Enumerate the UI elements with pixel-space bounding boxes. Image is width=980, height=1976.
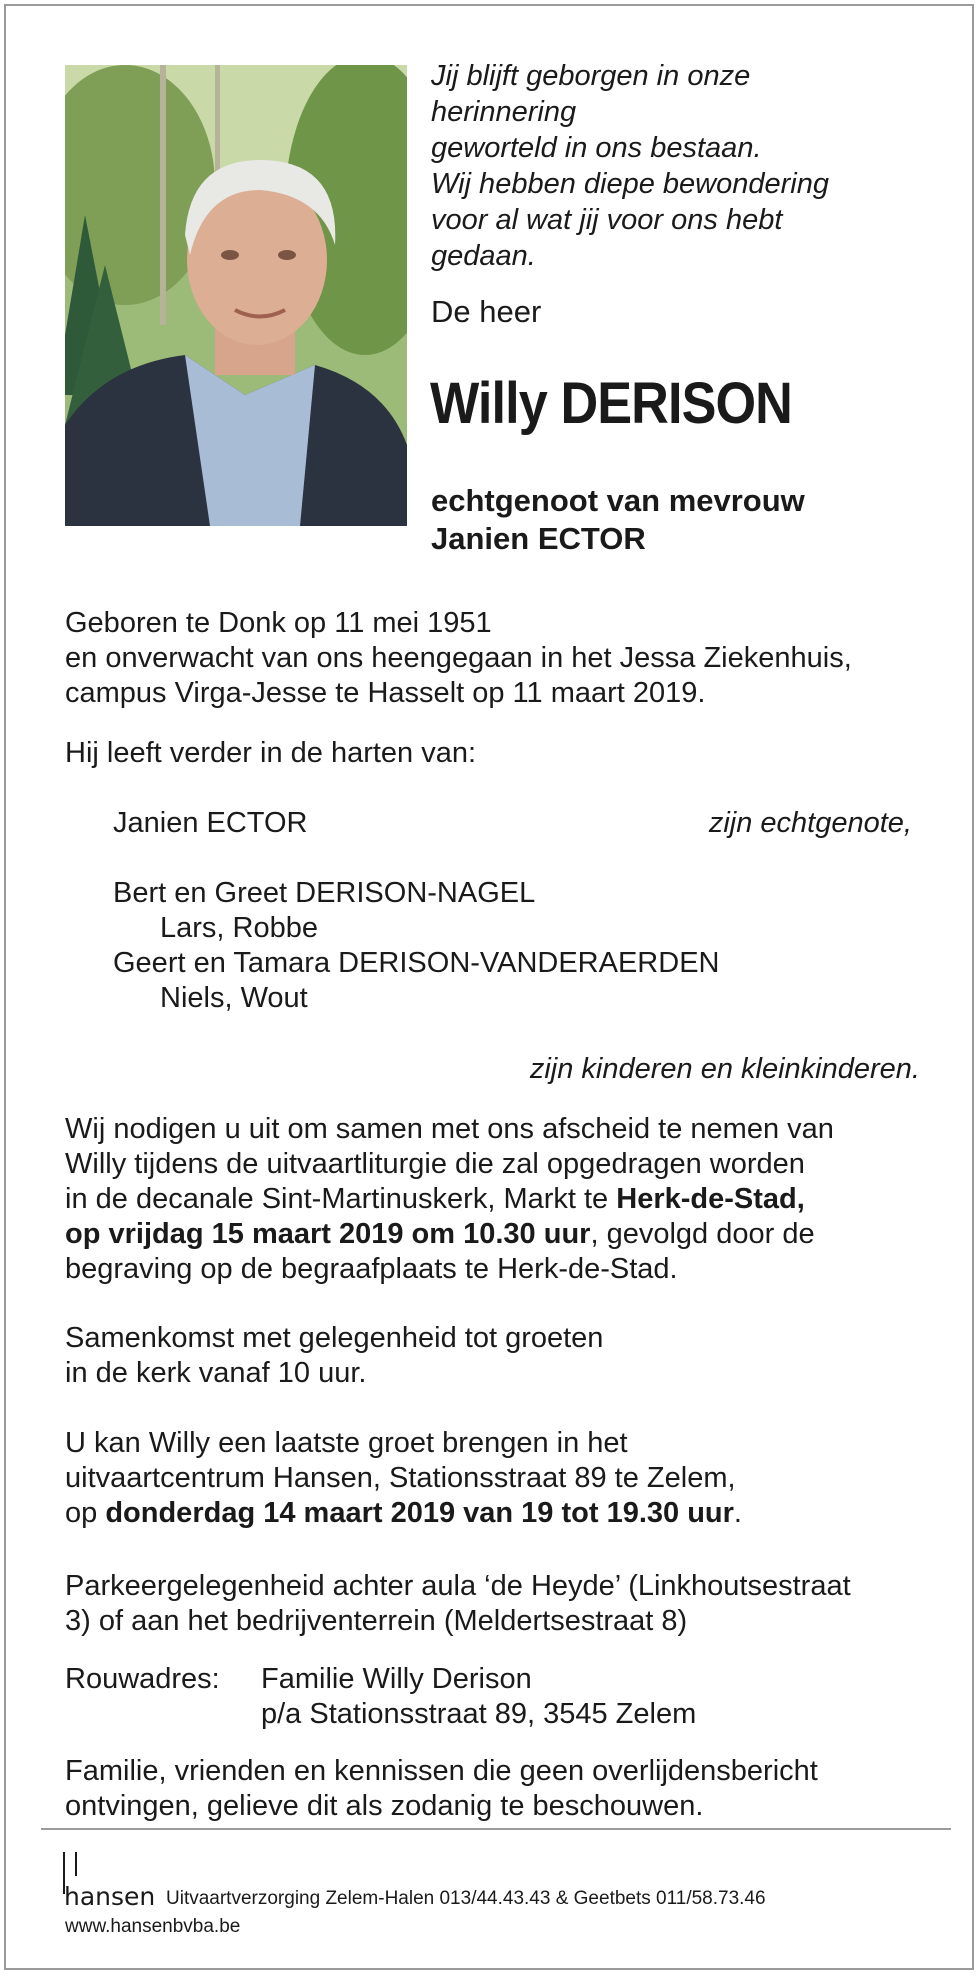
parking-line: Parkeergelegenheid achter aula ‘de Heyde’ (Linkhoutsestraat [65,1570,851,1602]
poem-line: geworteld in ons bestaan. [431,132,762,164]
ceremony-text: , gevolgd door de [590,1218,815,1250]
portrait-photo [65,65,407,526]
poem-line: Wij hebben diepe bewondering [431,168,829,200]
family-spouse-name: Janien ECTOR [113,807,308,839]
poem-line: herinnering [431,96,577,128]
birth-line: campus Virga-Jesse te Hasselt op 11 maart 2019. [65,677,706,709]
deceased-name: Willy DERISON [430,371,792,436]
ceremony-datetime: op vrijdag 15 maart 2019 om 10.30 uur [65,1218,591,1250]
visit-line: uitvaartcentrum Hansen, Stationsstraat 89 te Zelem, [65,1462,736,1494]
poem-line: voor al wat jij voor ons hebt [431,204,783,236]
mourning-address-line: Familie Willy Derison [261,1663,532,1695]
ceremony-text: in de decanale Sint-Martinuskerk, Markt te [65,1183,617,1215]
poem-line: gedaan. [431,240,536,272]
poem [431,58,931,274]
ceremony-line: begraving op de begraafplaats te Herk-de-Stad. [65,1253,678,1285]
ceremony-place: Herk-de-Stad, [616,1183,805,1215]
poem-line: Jij blijft geborgen in onze [431,60,751,92]
spouse-title-line: echtgenoot van mevrouw [431,483,805,518]
family-child: Bert en Greet DERISON-NAGEL [113,877,536,909]
ceremony-line: Wij nodigen u uit om samen met ons afscheid te nemen van [65,1113,834,1145]
closing-note [65,1754,818,1824]
footer-contact: Uitvaartverzorging Zelem-Halen 013/44.43.43 & Geetbets 011/58.73.46 [166,1888,766,1909]
survived-intro: Hij leeft verder in de harten van: [65,737,477,769]
visit-line: U kan Willy een laatste groet brengen in het [65,1427,628,1459]
visit-info [65,1426,742,1531]
birth-line: en onverwacht van ons heengegaan in het Jessa Ziekenhuis, [65,642,852,674]
gathering-line: Samenkomst met gelegenheid tot groeten [65,1322,604,1354]
gathering-line: in de kerk vanaf 10 uur. [65,1357,367,1389]
footer-url[interactable]: www.hansenbvba.be [65,1916,241,1937]
ceremony-info [65,1112,834,1287]
obituary-card [4,4,974,1970]
footer-brand: hansen [64,1882,156,1911]
birth-info [65,606,852,711]
family-child: Geert en Tamara DERISON-VANDERAERDEN [113,947,720,979]
family-children-role: zijn kinderen en kleinkinderen. [529,1053,920,1085]
family-grandchildren: Niels, Wout [160,982,308,1014]
mourning-address [261,1662,696,1732]
parking-info [65,1569,851,1639]
footer-divider [41,1828,951,1830]
gathering-info [65,1321,603,1391]
ceremony-line [65,1217,834,1252]
spouse-title [431,482,805,558]
family-spouse-role: zijn echtgenote, [708,807,912,839]
ceremony-line: Willy tijdens de uitvaartliturgie die zal opgedragen worden [65,1148,805,1180]
visit-datetime: donderdag 14 maart 2019 van 19 tot 19.30 uur [105,1497,734,1529]
closing-line: ontvingen, gelieve dit als zodanig te beschouwen. [65,1790,704,1822]
closing-line: Familie, vrienden en kennissen die geen overlijdensbericht [65,1755,818,1787]
birth-line: Geboren te Donk op 11 mei 1951 [65,607,492,639]
ceremony-line [65,1182,834,1217]
salutation: De heer [431,294,542,329]
spouse-title-line: Janien ECTOR [431,521,646,556]
mourning-address-label: Rouwadres: [65,1663,220,1695]
family-grandchildren: Lars, Robbe [160,912,318,944]
mourning-address-line: p/a Stationsstraat 89, 3545 Zelem [261,1698,697,1730]
parking-line: 3) of aan het bedrijventerrein (Meldertsestraat 8) [65,1605,688,1637]
portrait-image [65,65,407,526]
visit-line [65,1496,742,1531]
visit-text: . [733,1497,742,1529]
visit-text: op [65,1497,106,1529]
